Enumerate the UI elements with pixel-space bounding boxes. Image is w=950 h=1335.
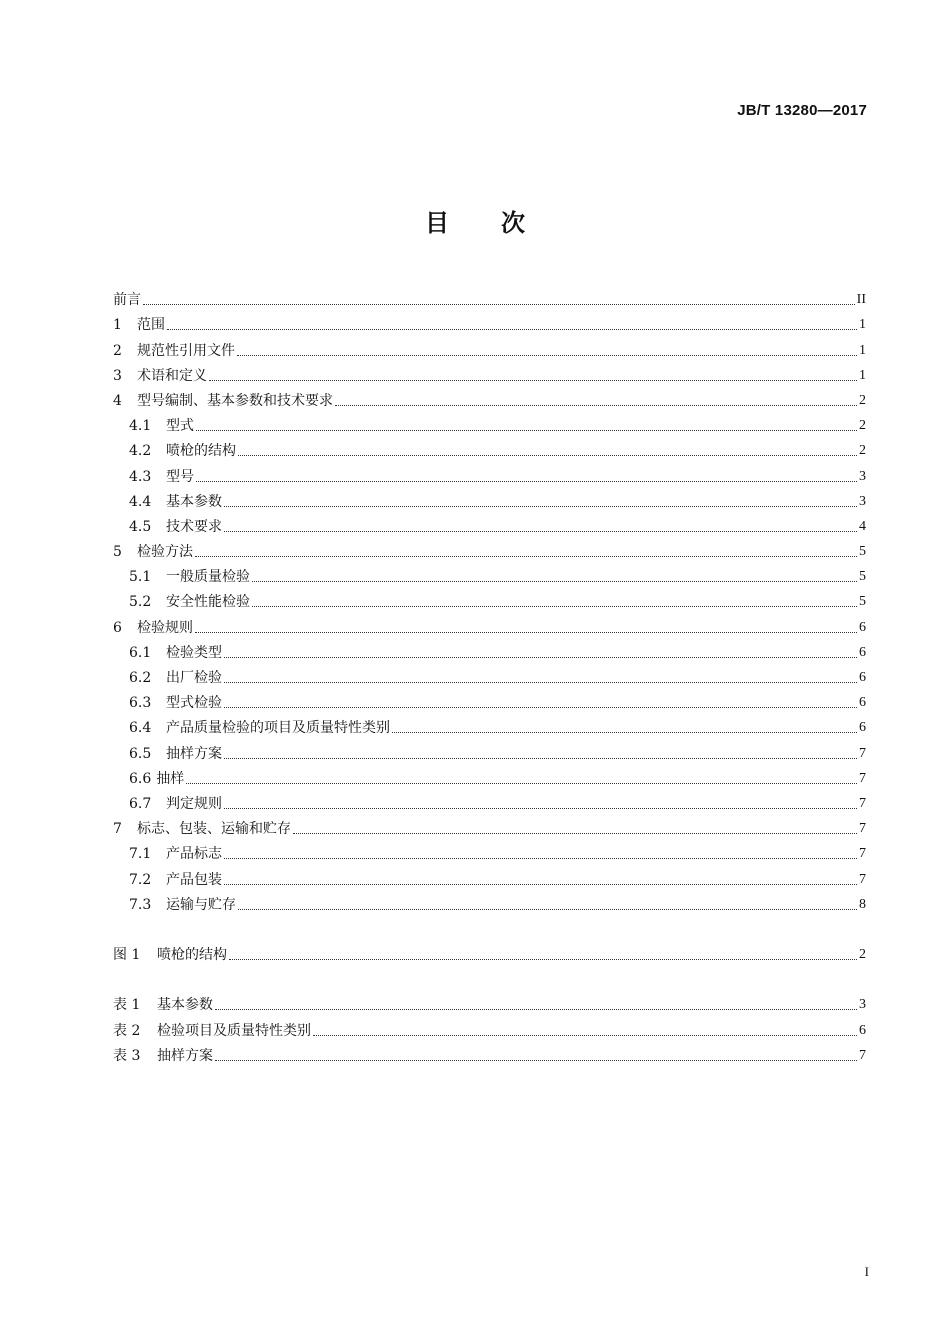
toc-entry-label: 出厂检验 xyxy=(166,670,222,686)
toc-entry[interactable] xyxy=(113,737,866,762)
toc-entry-label: 产品包装 xyxy=(166,871,222,888)
toc-entry-page: 2 xyxy=(859,392,866,408)
toc-entry-label: 规范性引用文件 xyxy=(137,342,235,359)
toc-entry-number: 6 xyxy=(113,619,122,636)
toc-entry-number: 4.1 xyxy=(129,418,152,435)
table-entry[interactable] xyxy=(113,989,866,1014)
toc-entry-label: 抽样 xyxy=(156,770,185,787)
dot-leader xyxy=(196,430,857,431)
toc-entry-page: 8 xyxy=(859,896,866,912)
toc-entry-label: 运输与贮存 xyxy=(166,896,236,913)
table-entry[interactable] xyxy=(113,1040,866,1065)
table-entry[interactable] xyxy=(113,1014,866,1039)
toc-entry-page: 1 xyxy=(859,317,866,333)
toc-entry-label: 前言 xyxy=(113,292,141,309)
toc-entry-label: 型式 xyxy=(166,418,194,435)
toc-entry[interactable] xyxy=(113,712,866,737)
dot-leader xyxy=(313,1035,857,1036)
toc-entry-page: 7 xyxy=(859,745,866,761)
dot-leader xyxy=(195,556,857,557)
figure-entry[interactable] xyxy=(113,939,866,964)
toc-entry[interactable] xyxy=(113,813,866,838)
toc-entry[interactable] xyxy=(113,863,866,888)
toc-entry[interactable] xyxy=(113,662,866,687)
table-entry-label: 检验项目及质量特性类别 xyxy=(157,1022,311,1039)
toc-entry-number: 6.6 xyxy=(129,770,152,787)
toc-entry[interactable] xyxy=(113,309,866,334)
table-entry-number: 表 3 xyxy=(113,1047,141,1064)
toc-entry[interactable] xyxy=(113,763,866,788)
dot-leader xyxy=(335,405,857,406)
toc-entry[interactable] xyxy=(113,511,866,536)
toc-title-part2: 次 xyxy=(501,209,525,237)
dot-leader xyxy=(186,783,857,784)
toc-entry-label: 型式检验 xyxy=(166,695,222,712)
dot-leader xyxy=(252,606,857,607)
toc-entry[interactable] xyxy=(113,687,866,712)
table-of-contents xyxy=(113,284,866,1065)
toc-entry[interactable] xyxy=(113,788,866,813)
toc-entry-label: 基本参数 xyxy=(166,493,222,510)
table-entry-page: 7 xyxy=(859,1047,866,1063)
toc-entry-page: 4 xyxy=(859,518,866,534)
toc-entry-label: 型号 xyxy=(166,468,194,485)
table-entry-label: 基本参数 xyxy=(157,997,213,1014)
toc-entry[interactable] xyxy=(113,838,866,863)
toc-entry-label: 产品标志 xyxy=(166,846,222,863)
dot-leader xyxy=(167,329,857,330)
toc-entry[interactable] xyxy=(113,385,866,410)
figure-entry-number: 图 1 xyxy=(113,947,141,964)
toc-entry-page: 6 xyxy=(859,644,866,660)
toc-entry-number: 7 xyxy=(113,821,122,838)
table-entry-number: 表 2 xyxy=(113,1022,141,1039)
toc-entry-page: 6 xyxy=(859,720,866,736)
toc-entry-page: 5 xyxy=(859,594,866,610)
toc-entry-number: 4.5 xyxy=(129,518,152,535)
dot-leader xyxy=(224,707,857,708)
toc-entry-label: 技术要求 xyxy=(166,518,222,535)
dot-leader xyxy=(224,682,857,683)
toc-entry-number: 7.1 xyxy=(129,846,152,863)
dot-leader xyxy=(224,506,857,507)
toc-entry-label: 范围 xyxy=(137,317,165,334)
toc-entry-number: 6.7 xyxy=(129,795,152,812)
toc-entry-label: 型号编制、基本参数和技术要求 xyxy=(137,392,333,409)
table-entry-number: 表 1 xyxy=(113,997,141,1014)
toc-entry-page: 7 xyxy=(859,795,866,811)
toc-entry-page: II xyxy=(856,292,866,308)
toc-entry-label: 一般质量检验 xyxy=(166,569,250,586)
toc-entry-label: 检验规则 xyxy=(137,619,193,636)
dot-leader xyxy=(195,632,857,633)
toc-entry[interactable] xyxy=(113,334,866,359)
toc-entry-number: 6.2 xyxy=(129,670,152,686)
toc-entry-label: 抽样方案 xyxy=(166,745,222,762)
figure-entry-page: 2 xyxy=(859,947,866,963)
toc-entry-label: 检验类型 xyxy=(166,644,222,661)
toc-entry-number: 6.3 xyxy=(129,695,152,712)
toc-entry-page: 6 xyxy=(859,619,866,635)
dot-leader xyxy=(224,884,857,885)
dot-leader xyxy=(237,355,857,356)
toc-entry-number: 5.2 xyxy=(129,594,152,611)
toc-entry[interactable] xyxy=(113,637,866,662)
toc-title xyxy=(0,203,950,238)
dot-leader xyxy=(224,808,857,809)
toc-entry-number: 6.4 xyxy=(129,720,152,737)
dot-leader xyxy=(209,380,857,381)
toc-entry[interactable] xyxy=(113,410,866,435)
toc-entry-number: 6.1 xyxy=(129,644,152,661)
toc-entry-number: 6.5 xyxy=(129,745,152,762)
toc-title-part1: 目 xyxy=(425,209,449,237)
page-number: I xyxy=(864,1264,869,1279)
toc-entry[interactable] xyxy=(113,460,866,485)
toc-entry-label: 产品质量检验的项目及质量特性类别 xyxy=(166,720,390,737)
toc-entry-page: 3 xyxy=(859,493,866,509)
toc-entry-page: 1 xyxy=(859,342,866,358)
toc-entry-number: 2 xyxy=(113,342,122,359)
toc-entry-label: 检验方法 xyxy=(137,544,193,561)
dot-leader xyxy=(215,1009,857,1010)
dot-leader xyxy=(196,481,857,482)
toc-entry-label: 术语和定义 xyxy=(137,367,207,384)
toc-entry-page: 7 xyxy=(859,770,866,786)
toc-entry-number: 5 xyxy=(113,544,122,561)
section-gap xyxy=(113,964,866,989)
toc-entry[interactable] xyxy=(113,561,866,586)
toc-entry-number: 4.2 xyxy=(129,443,152,460)
dot-leader xyxy=(392,732,857,733)
toc-entry-page: 2 xyxy=(859,443,866,459)
toc-entry-page: 7 xyxy=(859,871,866,887)
toc-entry-number: 4.4 xyxy=(129,493,152,510)
dot-leader xyxy=(229,959,857,960)
dot-leader xyxy=(215,1060,857,1061)
toc-entry-page: 5 xyxy=(859,544,866,560)
toc-entry[interactable] xyxy=(113,536,866,561)
toc-entry[interactable] xyxy=(113,486,866,511)
toc-entry[interactable] xyxy=(113,284,866,309)
figure-entry-label: 喷枪的结构 xyxy=(157,947,227,964)
dot-leader xyxy=(238,455,857,456)
toc-entry-label: 判定规则 xyxy=(166,795,222,812)
section-gap xyxy=(113,914,866,939)
dot-leader xyxy=(293,833,857,834)
toc-entry-page: 7 xyxy=(859,846,866,862)
dot-leader xyxy=(224,858,857,859)
toc-entry[interactable] xyxy=(113,889,866,914)
toc-entry-page: 6 xyxy=(859,670,866,685)
toc-entry-page: 3 xyxy=(859,468,866,484)
toc-entry-page: 7 xyxy=(859,821,866,837)
dot-leader xyxy=(224,758,857,759)
toc-entry-number: 5.1 xyxy=(129,569,152,586)
toc-entry[interactable] xyxy=(113,611,866,636)
toc-entry-number: 7.2 xyxy=(129,871,152,888)
dot-leader xyxy=(252,581,857,582)
toc-entry-label: 标志、包装、运输和贮存 xyxy=(137,821,291,838)
standard-code: JB/T 13280—2017 xyxy=(737,102,867,119)
toc-entry[interactable] xyxy=(113,435,866,460)
toc-entry-label: 安全性能检验 xyxy=(166,594,250,611)
toc-entry-number: 3 xyxy=(113,367,122,384)
toc-entry-number: 7.3 xyxy=(129,896,152,913)
table-entry-page: 3 xyxy=(859,997,866,1013)
toc-entry-number: 4.3 xyxy=(129,468,152,485)
table-entry-label: 抽样方案 xyxy=(157,1047,213,1064)
toc-entry-label: 喷枪的结构 xyxy=(166,443,236,460)
dot-leader xyxy=(143,304,855,305)
toc-entry-number: 4 xyxy=(113,392,122,409)
toc-entry-page: 5 xyxy=(859,569,866,585)
toc-entry-page: 1 xyxy=(859,367,866,383)
table-entry-page: 6 xyxy=(859,1022,866,1038)
dot-leader xyxy=(238,909,857,910)
toc-entry[interactable] xyxy=(113,586,866,611)
toc-entry-number: 1 xyxy=(113,317,122,334)
toc-entry[interactable] xyxy=(113,360,866,385)
dot-leader xyxy=(224,531,857,532)
dot-leader xyxy=(224,657,857,658)
toc-entry-page: 2 xyxy=(859,418,866,434)
toc-entry-page: 6 xyxy=(859,695,866,711)
